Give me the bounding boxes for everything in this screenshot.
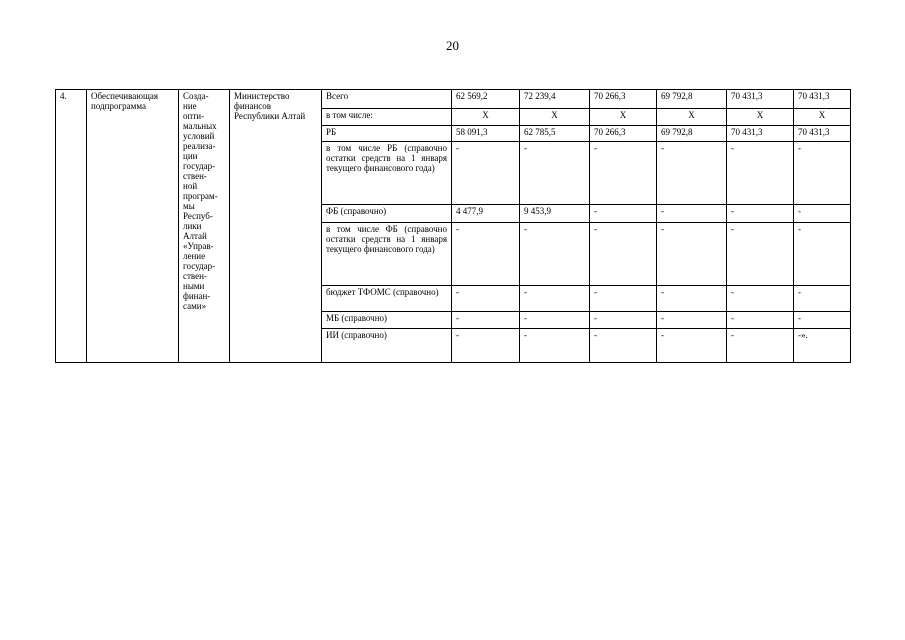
source-label-cell: бюджет ТФОМС (справочно) xyxy=(322,286,452,312)
value-cell: 69 792,8 xyxy=(657,90,727,109)
value-cell: - xyxy=(657,286,727,312)
source-label-cell: Всего xyxy=(322,90,452,109)
value-cell: -». xyxy=(794,329,851,363)
page-number: 20 xyxy=(446,38,459,53)
value-cell: - xyxy=(794,142,851,205)
value-cell: 72 239,4 xyxy=(520,90,590,109)
value-cell: X xyxy=(727,109,794,126)
row-number-cell: 4. xyxy=(56,90,87,363)
value-cell: X xyxy=(657,109,727,126)
value-cell: - xyxy=(657,329,727,363)
value-cell: - xyxy=(794,312,851,329)
value-cell: 70 431,3 xyxy=(794,126,851,142)
value-cell: - xyxy=(657,205,727,223)
value-cell: - xyxy=(520,312,590,329)
value-cell: - xyxy=(590,286,657,312)
value-cell: - xyxy=(794,286,851,312)
value-cell: 62 569,2 xyxy=(452,90,520,109)
source-label-cell: РБ xyxy=(322,126,452,142)
value-cell: X xyxy=(590,109,657,126)
value-cell: - xyxy=(590,312,657,329)
value-cell: - xyxy=(590,142,657,205)
value-cell: - xyxy=(657,142,727,205)
value-cell: - xyxy=(520,329,590,363)
value-cell: - xyxy=(452,142,520,205)
value-cell: - xyxy=(727,312,794,329)
value-cell: - xyxy=(452,329,520,363)
goal-cell: Созда- ние опти- мальных условий реализа- ции государ- ствен- ной програм- мы Респуб- лики Алтай «Управ- ление государ- ствен- ными финан- сами» xyxy=(179,90,230,363)
source-label-cell: в том числе: xyxy=(322,109,452,126)
value-cell: 70 431,3 xyxy=(727,126,794,142)
value-cell: - xyxy=(520,286,590,312)
value-cell: 4 477,9 xyxy=(452,205,520,223)
value-cell: 70 266,3 xyxy=(590,90,657,109)
value-cell: X xyxy=(452,109,520,126)
value-cell: - xyxy=(794,223,851,286)
value-cell: - xyxy=(520,142,590,205)
value-cell: - xyxy=(727,223,794,286)
subprogram-cell: Обеспечивающая подпрограмма xyxy=(87,90,179,363)
value-cell: - xyxy=(657,312,727,329)
value-cell: X xyxy=(520,109,590,126)
value-cell: - xyxy=(727,205,794,223)
value-cell: - xyxy=(520,223,590,286)
table-row xyxy=(56,90,851,109)
value-cell: - xyxy=(452,312,520,329)
value-cell: - xyxy=(727,329,794,363)
value-cell: 70 431,3 xyxy=(727,90,794,109)
value-cell: - xyxy=(590,329,657,363)
executor-cell: Министерство финансов Республики Алтай xyxy=(230,90,322,363)
value-cell: 70 431,3 xyxy=(794,90,851,109)
value-cell: 62 785,5 xyxy=(520,126,590,142)
budget-table xyxy=(55,89,851,363)
value-cell: 69 792,8 xyxy=(657,126,727,142)
value-cell: - xyxy=(590,223,657,286)
value-cell: - xyxy=(452,286,520,312)
source-label-cell: в том числе ФБ (справочно остатки средств на 1 января текущего финансового года) xyxy=(322,223,452,286)
value-cell: - xyxy=(657,223,727,286)
value-cell: - xyxy=(794,205,851,223)
source-label-cell: ИИ (справочно) xyxy=(322,329,452,363)
value-cell: - xyxy=(727,142,794,205)
value-cell: - xyxy=(727,286,794,312)
source-label-cell: МБ (справочно) xyxy=(322,312,452,329)
value-cell: 58 091,3 xyxy=(452,126,520,142)
source-label-cell: в том числе РБ (справочно остатки средств на 1 января текущего финансового года) xyxy=(322,142,452,205)
value-cell: 70 266,3 xyxy=(590,126,657,142)
value-cell: X xyxy=(794,109,851,126)
source-label-cell: ФБ (справочно) xyxy=(322,205,452,223)
value-cell: 9 453,9 xyxy=(520,205,590,223)
value-cell: - xyxy=(590,205,657,223)
value-cell: - xyxy=(452,223,520,286)
